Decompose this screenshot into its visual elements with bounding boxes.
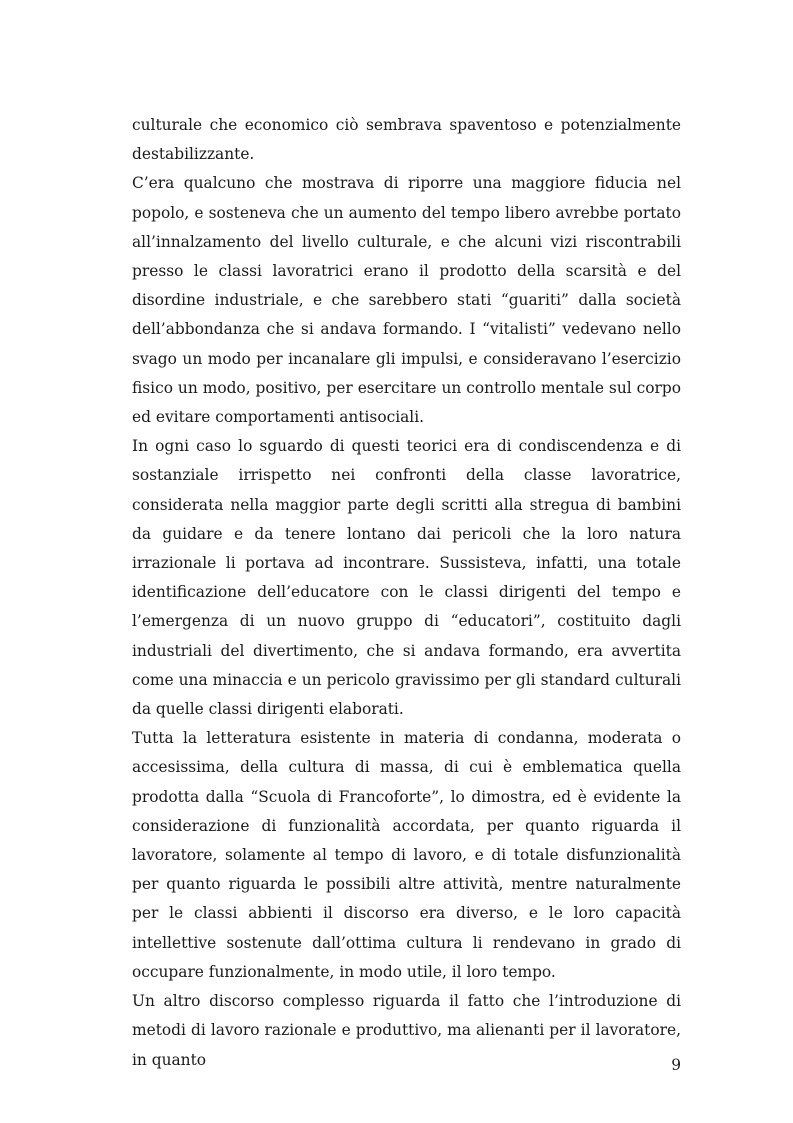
- paragraph-2: C’era qualcuno che mostrava di riporre una maggiore fiducia nel popolo, e sosteneva che un aumento del tempo libero avrebbe portato all’innalzamento del livello culturale, e che alcuni vizi riscontrabili presso le classi lavoratrici erano il prodotto della scarsità e del disordine industriale, e che sarebbero stati “guariti” dalla società dell’abbondanza che si andava formando. I “vitalisti” vedevano nello svago un modo per incanalare gli impulsi, e consideravano l’esercizio fisico un modo, positivo, per esercitare un controllo mentale sul corpo ed evitare comportamenti antisociali.: [132, 174, 681, 427]
- page-number: 9: [671, 1056, 681, 1074]
- paragraph-3: In ogni caso lo sguardo di questi teorici era di condiscendenza e di sostanziale irrispetto nei confronti della classe lavoratrice, considerata nella maggior parte degli scritti alla stregua di bambini da guidare e da tenere lontano dai pericoli che la loro natura irrazionale li portava ad incontrare. Sussisteva, infatti, una totale identificazione dell’educatore con le classi dirigenti del tempo e l’emergenza di un nuovo gruppo di “educatori”, costituito dagli industriali del divertimento, che si andava formando, era avvertita come una minaccia e un pericolo gravissimo per gli standard culturali da quelle classi dirigenti elaborati.: [132, 437, 681, 719]
- paragraph-1: culturale che economico ciò sembrava spaventoso e potenzialmente destabilizzante.: [132, 116, 681, 164]
- paragraph-4: Tutta la letteratura esistente in materia di condanna, moderata o accesissima, della cultura di massa, di cui è emblematica quella prodotta dalla “Scuola di Francoforte”, lo dimostra, ed è evidente la considerazione di funzionalità accordata, per quanto riguarda il lavoratore, solamente al tempo di lavoro, e di totale disfunzionalità per quanto riguarda le possibili altre attività, mentre naturalmente per le classi abbienti il discorso era diverso, e le loro capacità intellettive sostenute dall’ottima cultura li rendevano in grado di occupare funzionalmente, in modo utile, il loro tempo.: [132, 729, 681, 981]
- body-text: [132, 111, 681, 1075]
- paragraph-5: Un altro discorso complesso riguarda il fatto che l’introduzione di metodi di lavoro razionale e produttivo, ma alienanti per il lavoratore, in quanto: [132, 992, 681, 1069]
